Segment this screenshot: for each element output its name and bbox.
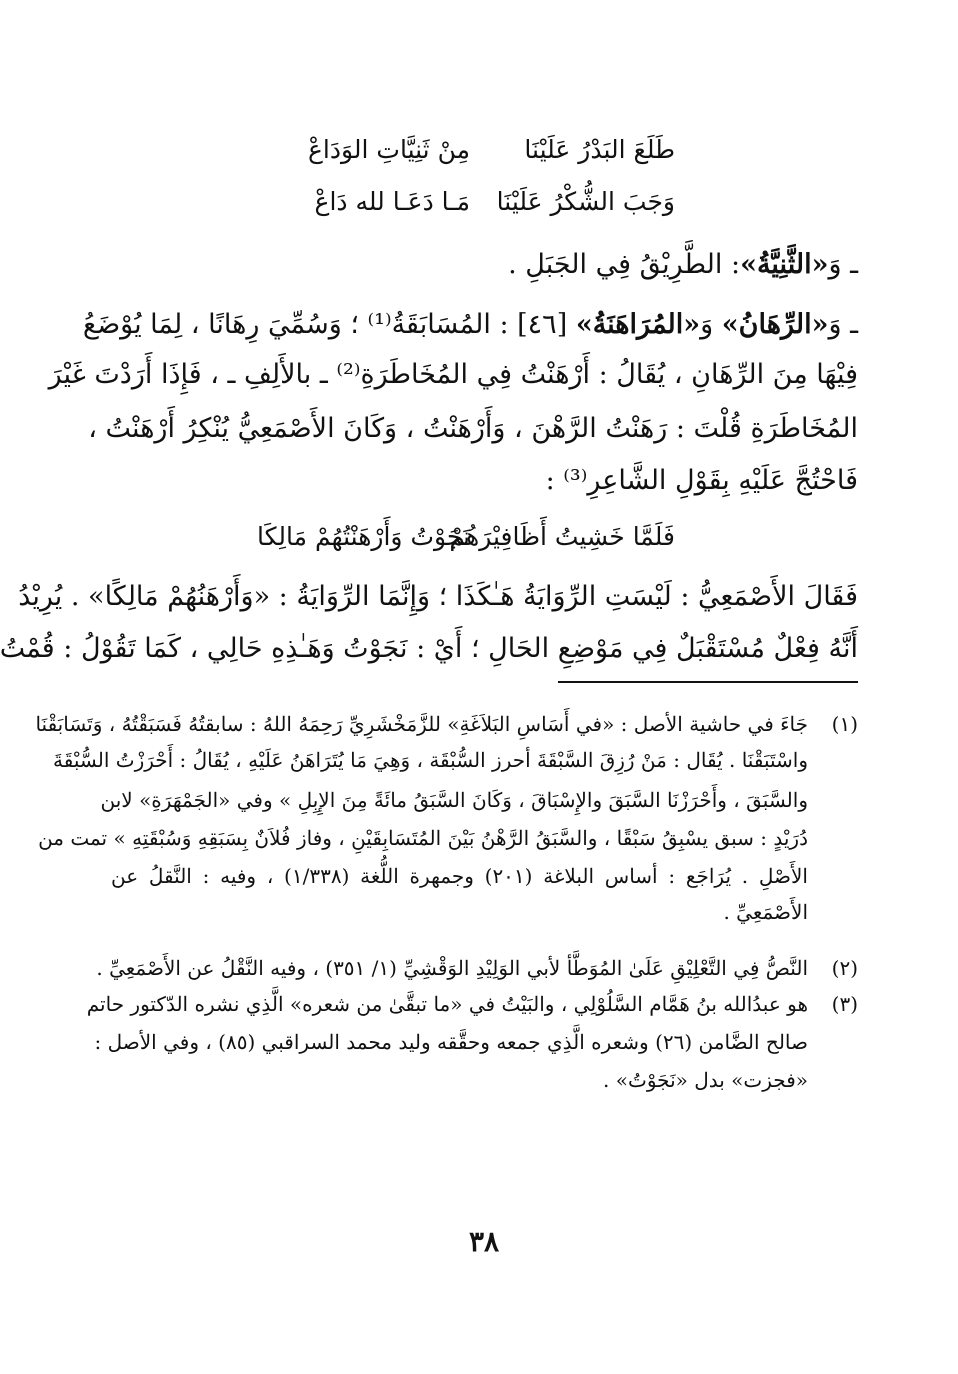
thaniyya-text: : الطَّرِيْقُ فِي الجَبَلِ . [508, 249, 741, 280]
thaniyya-definition [111, 240, 858, 290]
closing-line-1: فَقَالَ الأَصْمَعِيُّ : لَيْسَتِ الرِّوَايَةُ هَـٰكَذَا ؛ وَإِنَّمَا الرِّوَايَةُ : «وَأَرْهَنُهُمْ مَالِكًا» . يُرِيْدُ [18, 581, 858, 612]
footnote-1-line-5: الأَصْلِ . يُرَاجَع : أساس البلاغة (٢٠١) وجمهرة اللُّغة (١/٣٣٨) ، وفيه : النَّقلُ عن [111, 864, 808, 888]
verse-2-second-hemistich: مَـا دَعَـا لله دَاعْ [314, 187, 470, 216]
footnote-3-line-3: «فجزت» بدل «نَجَوْتُ» . [603, 1068, 808, 1092]
rihan-prefix: ـ وَ [828, 309, 858, 340]
footnote-3-number: (٣) [831, 992, 858, 1016]
footnote-2-line-1: النَّصُّ فِي التَّعْلِيْقِ عَلَىٰ المُوَطَّأ لأبي الوَلِيْدِ الوَقْشِيِّ (١/ ٣٥١) ، وفيه النَّقْلُ عن الأَصْمَعِيِّ . [96, 956, 808, 980]
verse-2 [11, 180, 958, 224]
rihan-definition [82, 300, 858, 350]
page-number: ٣٨ [468, 1225, 500, 1258]
closing-line-2: أَنَّهُ فِعْلٌ مُسْتَقْبَلٌ فِي مَوْضِعِ الحَالِ ؛ أَيْ : نَجَوْتُ وَهَـٰذِهِ حَالِي ، كَمَا تَقُوْلُ : قُمْتُ [0, 633, 858, 664]
footnote-2-number: (٢) [831, 956, 858, 980]
body-line-1: فِيْهَا مِنَ الرِّهَانِ ، يُقَالُ : أَرْهَنْتُ فِي المُخَاطَرَةِ⁽²⁾ ـ بالأَلِفِ ـ ، فَإِذَا أَرَدْتَ غَيْرَ [48, 359, 858, 390]
thaniyya-keyword: «الثَّنِيَّةُ» [740, 249, 829, 280]
footnote-1-line-2: واسْتَبَقْنَا . يُقَال : مَنْ رُزِقَ السَّبْقَةَ أحرز السُّبْقَة ، وَهِيَ مَا يُتَرَاهَنُ عَلَيْهِ ، يُقَالُ : أَحْرَزْتُ السُّبْقَةَ [53, 748, 808, 772]
footnote-3-line-1: هو عبدُالله بنُ هَمَّام السَّلُوْلِي ، والبَيْتُ في «ما تبقَّىٰ من شعره» الَّذِي نشره الدّكتور حاتم [86, 992, 808, 1016]
body-line-2: المُخَاطَرَةِ قُلْتَ : رَهَنْتُ الرَّهْنَ ، وَأَرْهَنْتُ ، وَكَانَ الأَصْمَعِيُّ يُنْكِرُ أَرْهَنْتُ ، [88, 413, 858, 444]
verse-1 [11, 128, 958, 172]
verse-1-first-hemistich: طَلَعَ البَدْرُ عَلَيْنَا [524, 135, 675, 164]
verse-3-first-hemistich: فَلَمَّا خَشِيتُ أَظَافِيْرَهُمْ [449, 522, 675, 551]
muraahana-keyword: «المُرَاهَنَةُ» [575, 309, 701, 340]
footnote-1-number: (١) [831, 712, 858, 736]
footnote-1-line-3: والسَّبَقَ ، وأَحْرَزْنَا السَّبَقَ والإِسْبَاقَ ، وَكَانَ السَّبَقُ مائَةً مِنَ الإِبِلِ » وفي «الجَمْهَرَةِ» لابن [100, 788, 808, 812]
footnote-1-line-6: الأَصْمَعِيِّ . [723, 900, 808, 924]
rihan-connector: وَ [700, 309, 722, 340]
rihan-text: [٤٦] : المُسَابَقَةُ⁽¹⁾ ؛ وَسُمِّيَ رِهَانًا ، لِمَا يُوْضَعُ [82, 309, 576, 340]
verse-3-second-hemistich: نَجَوْتُ وَأَرْهَنْتُهُمْ مَالِكَا [256, 522, 470, 551]
verse-2-first-hemistich: وَجَبَ الشُّكْرُ عَلَيْنَا [496, 187, 675, 216]
rihan-keyword: «الرِّهَانُ» [721, 309, 829, 340]
thaniyya-prefix: ـ وَ [828, 249, 858, 280]
footnote-1-line-1: جَاءَ في حاشية الأصل : «في أَسَاسِ البَلاَغَةِ» للزَّمَخْشَرِيِّ رَحِمَهُ اللهُ : سابقتُهُ فَسَبَقْتُهُ ، وَتَسَابَقْنَا [35, 712, 808, 736]
body-line-3: فَاحْتُجَّ عَلَيْهِ بِقَوْلِ الشَّاعِرِ⁽³⁾ : [545, 465, 858, 496]
footnote-1-line-4: دُرَيْدٍ : سبق يسْبِقُ سَبْقًا ، والسَّبَقُ الرَّهْنُ بَيْنَ المُتَسَابِقَيْنِ ، وفاز فُلاَنٌ بِسَبَقِهِ وَسُبْقَتِهِ » تمت من [38, 826, 808, 850]
verse-3 [11, 515, 958, 559]
verse-1-second-hemistich: مِنْ ثَنِيَّاتِ الوَدَاعْ [308, 135, 470, 164]
footnote-divider [558, 681, 858, 683]
footnote-3-line-2: صالح الضَّامن (٢٦) وشعره الَّذِي جمعه وحقَّقه وليد محمد السراقبي (٨٥) ، وفي الأصل : [94, 1030, 808, 1054]
